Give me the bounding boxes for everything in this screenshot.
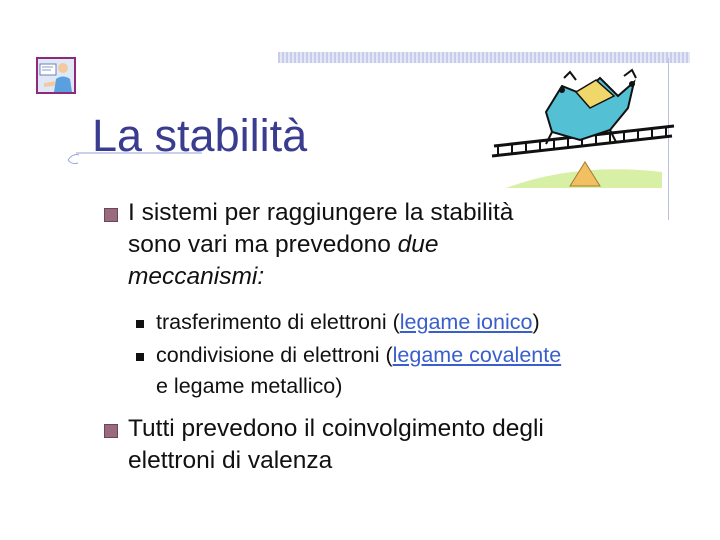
title-underline-decoration bbox=[66, 150, 202, 170]
sub-bullet-text: trasferimento di elettroni ( bbox=[156, 310, 400, 334]
emphasis-text: meccanismi: bbox=[128, 263, 265, 290]
bullet-marker bbox=[104, 424, 118, 438]
sub-bullet-marker bbox=[136, 353, 144, 361]
decorative-bar bbox=[278, 52, 690, 63]
bullet-2-line-1: Tutti prevedono il coinvolgimento degli bbox=[128, 415, 544, 442]
sub-bullet-text: ) bbox=[532, 310, 540, 334]
link-legame-covalente[interactable]: legame covalente bbox=[392, 343, 562, 367]
sub-bullet-2-line-2: e legame metallico) bbox=[156, 374, 343, 398]
link-legame-ionico[interactable]: legame ionico bbox=[399, 310, 533, 334]
bullet-1-line-3 bbox=[128, 261, 264, 293]
slide-title: La stabilità bbox=[92, 110, 308, 161]
bullet-2-line-2: elettroni di valenza bbox=[128, 447, 333, 474]
sub-bullet-1 bbox=[156, 307, 540, 338]
bullet-1-text: sono vari ma prevedono bbox=[128, 231, 398, 258]
sub-bullet-text: condivisione di elettroni ( bbox=[156, 343, 393, 367]
bullet-1-line-1: I sistemi per raggiungere la stabilità bbox=[128, 199, 514, 226]
bullet-marker bbox=[104, 208, 118, 222]
sub-bullet-2 bbox=[156, 340, 561, 371]
sub-bullet-marker bbox=[136, 320, 144, 328]
seesaw-clipart-icon bbox=[486, 66, 678, 192]
bullet-1-line-2 bbox=[128, 229, 439, 261]
emphasis-text: due bbox=[397, 231, 439, 258]
presenter-logo-icon bbox=[36, 57, 76, 94]
